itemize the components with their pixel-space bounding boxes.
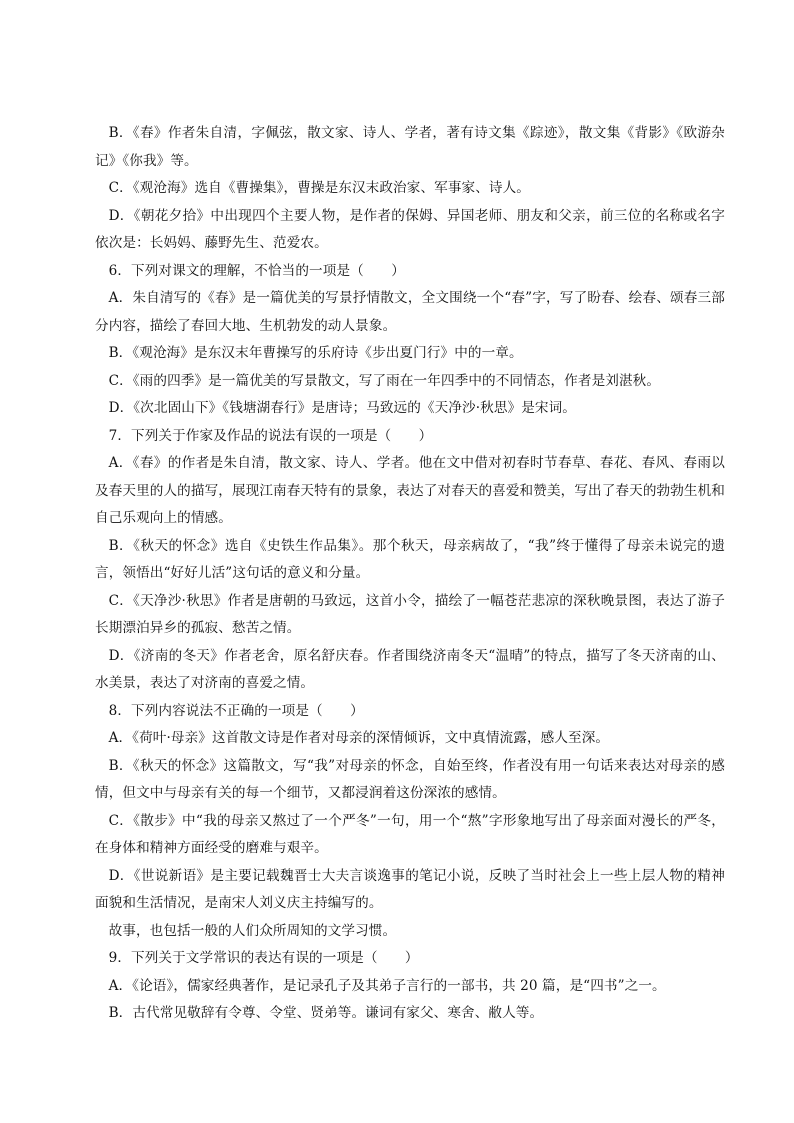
paragraph-option-d-zhaohuaxishi: D．《朝花夕拾》中出现四个主要人物，是作者的保姆、异国老师、朋友和父亲，前三位的名称或名字依次是：长妈妈、藤野先生、范爱农。 (95, 207, 725, 251)
question-6-option-b: B．《观沧海》是东汉末年曹操写的乐府诗《步出夏门行》中的一章。 (108, 345, 523, 361)
question-6-option-a: A．朱自清写的《春》是一篇优美的写景抒情散文，全文围绕一个“春”字，写了盼春、绘春、颂春三部分内容，描绘了春回大地、生机勃发的动人景象。 (95, 290, 725, 334)
stray-text-line: 故事，也包括一般的人们众所周知的文学习惯。 (108, 922, 397, 939)
question-9-stem: 9．下列关于文学常识的表达有误的一项是（ ） (108, 950, 419, 966)
question-8-stem: 8．下列内容说法不正确的一项是（ ） (108, 702, 364, 719)
question-8-option-d: D．《世说新语》是主要记载魏晋士大夫言谈逸事的笔记小说，反映了当时社会上一些上层人物的精神面貌和生活情况，是南宋人刘义庆主持编写的。 (95, 867, 725, 911)
question-9-option-b: B．古代常见敬辞有令尊、令堂、贤弟等。谦词有家父、寒舍、敝人等。 (108, 1005, 544, 1021)
question-7-option-d: D．《济南的冬天》作者老舍，原名舒庆春。作者围绕济南冬天“温晴”的特点，描写了冬天济南的山、水美景，表达了对济南的喜爱之情。 (95, 647, 725, 691)
paragraph-option-c-guancanghai: C．《观沧海》选自《曹操集》，曹操是东汉末政治家、军事家、诗人。 (108, 180, 530, 196)
question-6-stem: 6．下列对课文的理解，不恰当的一项是（ ） (108, 262, 405, 279)
question-8-option-b: B．《秋天的怀念》这篇散文，写“我”对母亲的怀念，自始至终，作者没有用一句话来表达对母亲的感情，但文中与母亲有关的每一个细节，又都浸润着这份深浓的感情。 (95, 757, 725, 801)
question-6-option-d: D．《次北固山下》《钱塘湖春行》是唐诗；马致远的《天净沙·秋思》是宋词。 (108, 400, 576, 416)
question-7-option-c: C．《天净沙·秋思》作者是唐朝的马致远，这首小令，描绘了一幅苍茫悲凉的深秋晚景图，表达了游子长期漂泊异乡的孤寂、愁苦之情。 (95, 592, 725, 636)
paragraph-option-b-chun: B．《春》作者朱自清，字佩弦，散文家、诗人、学者，著有诗文集《踪迹》，散文集《背影》《欧游杂记》《你我》等。 (95, 125, 725, 169)
question-6-option-c: C．《雨的四季》是一篇优美的写景散文，写了雨在一年四季中的不同情态，作者是刘湛秋。 (108, 372, 661, 389)
question-9-option-a: A．《论语》，儒家经典著作，是记录孔子及其弟子言行的一部书，共 20 篇，是“四书”之一。 (108, 977, 666, 994)
question-7-stem: 7．下列关于作家及作品的说法有误的一项是（ ） (108, 427, 433, 444)
question-7-option-b: B．《秋天的怀念》选自《史铁生作品集》。那个秋天，母亲病故了，“我”终于懂得了母亲未说完的遗言，领悟出“好好儿活”这句话的意义和分量。 (95, 537, 725, 581)
document-body (95, 120, 725, 1028)
question-7-option-a: A．《春》的作者是朱自清，散文家、诗人、学者。他在文中借对初春时节春草、春花、春风、春雨以及春天里的人的描写，展现江南春天特有的景象，表达了对春天的喜爱和赞美，写出了春天的勃勃生机和自己乐观向上的情感。 (95, 455, 725, 526)
question-8-option-a: A．《荷叶·母亲》这首散文诗是作者对母亲的深情倾诉，文中真情流露，感人至深。 (108, 730, 610, 746)
question-8-option-c: C．《散步》中“我的母亲又熬过了一个严冬”一句，用一个“熬”字形象地写出了母亲面对漫长的严冬，在身体和精神方面经受的磨难与艰辛。 (95, 812, 725, 856)
